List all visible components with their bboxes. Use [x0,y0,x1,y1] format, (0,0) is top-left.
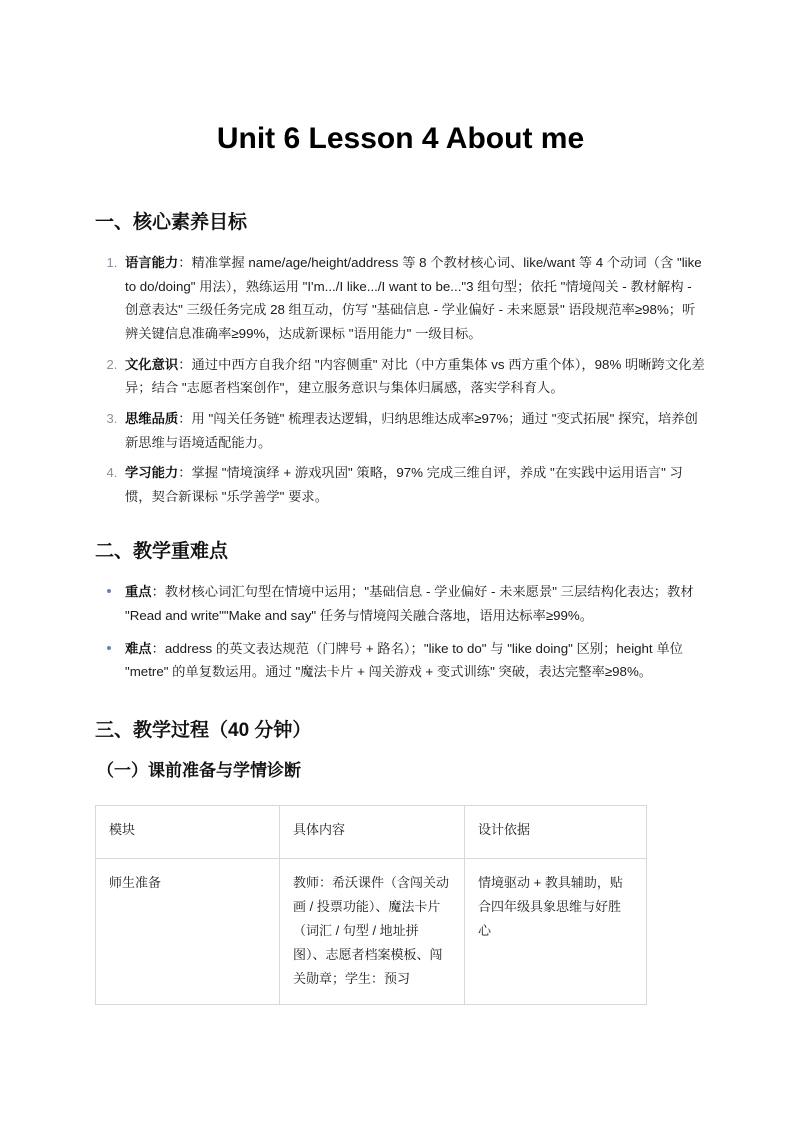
table-cell: 情境驱动 + 教具辅助，贴合四年级具象思维与好胜心 [465,859,647,1004]
table-row [96,859,647,1004]
section-key-difficulties [95,539,706,684]
list-item [121,637,706,684]
core-competency-list [95,251,706,509]
list-item-text: ：掌握 "情境演绎 + 游戏巩固" 策略，97% 完成三维自评，养成 "在实践中运用语言" 习惯，契合新课标 "乐学善学" 要求。 [125,465,683,504]
table-header-cell: 模块 [96,806,280,859]
page-title: Unit 6 Lesson 4 About me [216,122,585,155]
list-item-text: ：用 "闯关任务链" 梳理表达逻辑，归纳思维达成率≥97%；通过 "变式拓展" 探究，培养创新思维与语境适配能力。 [125,411,698,450]
section-heading-core-competency: 一、核心素养目标 [95,211,248,233]
list-item-term: 语言能力 [125,255,179,271]
table-header-row [96,806,647,859]
section-heading-teaching-process: 三、教学过程（40 分钟） [95,719,312,741]
bullet-icon [107,646,111,650]
list-item-text: ：address 的英文表达规范（门牌号 + 路名）；"like to do" 与 "like doing" 区别；height 单位 "metre" 的单复数运用。通过 "魔法卡片 + 闯关游戏 + 变式训练" 突破，表达完整率≥98%。 [125,640,683,680]
list-item [121,353,706,400]
section-teaching-process [95,718,706,1005]
list-item-term: 学习能力 [125,465,179,481]
list-item-text: ：通过中西方自我介绍 "内容侧重" 对比（中方重集体 vs 西方重个体），98% 明晰跨文化差异；结合 "志愿者档案创作"，建立服务意识与集体归属感，落实学科育人。 [125,356,705,396]
list-item [121,251,706,346]
preparation-table [95,805,647,1004]
table-cell: 师生准备 [96,859,280,1004]
subheading-pre-class-preparation: （一）课前准备与学情诊断 [97,761,301,781]
table-cell: 教师：希沃课件（含闯关动画 / 投票功能）、魔法卡片（词汇 / 句型 / 地址拼图）、志愿者档案模板、闯关勋章；学生：预习 [280,859,465,1004]
table-header-cell: 具体内容 [280,806,465,859]
list-item [121,407,706,454]
list-item-term: 重点 [125,584,152,600]
table-header-cell: 设计依据 [465,806,647,859]
list-item-text: ：精准掌握 name/age/height/address 等 8 个教材核心词、like/want 等 4 个动词（含 "like to do/doing" 用法），熟练运用 "I'm.../I like.../I want to be..."3 组句型；依托 "情境闯关 - 教材解构 - 创意表达" 三级任务完成 28 组互动，仿写 "基础信息 - 学业偏好 - 未来愿景" 语段规范率≥98%；听辨关键信息准确率≥99%，达成新课标 "语用能力" 一级目标。 [125,255,702,342]
list-item-term: 思维品质 [125,411,179,427]
list-item-term: 难点 [125,640,152,656]
list-item-text: ：教材核心词汇句型在情境中运用；"基础信息 - 学业偏好 - 未来愿景" 三层结构化表达；教材 "Read and write""Make and say" 任务与情境闯关融合落地，语用达标率≥99%。 [125,584,694,623]
list-item-term: 文化意识 [125,356,179,372]
section-heading-key-difficulties: 二、教学重难点 [95,540,229,562]
section-core-competency [95,210,706,509]
list-item [121,580,706,627]
bullet-icon [107,589,111,593]
key-difficulties-list [95,580,706,684]
list-item [121,461,706,508]
